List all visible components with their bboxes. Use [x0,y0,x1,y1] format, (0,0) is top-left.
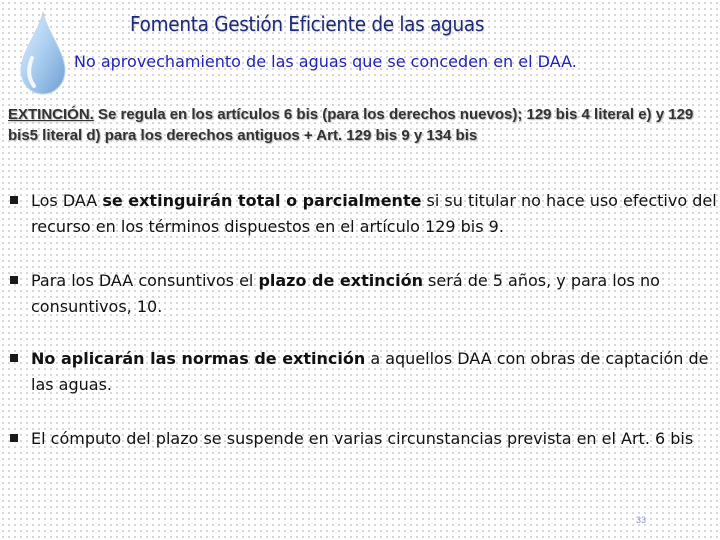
square-bullet-icon [10,196,18,204]
bullet-emphasis: No aplicarán las normas de extinción [31,349,366,368]
bullet-text: será de 5 años, y para los no consuntivos, 10. [31,271,660,316]
page-subtitle: No aprovechamiento de las aguas que se conceden en el DAA. [74,52,577,71]
bullet-emphasis: se extinguirán total o parcialmente [102,191,422,210]
square-bullet-icon [10,354,18,362]
square-bullet-icon [10,276,18,284]
intro-text: Se regula en los artículos 6 bis (para los derechos nuevos); 129 bis 4 literal e) y 129 bis5 literal d) para los derechos antiguos + Art. 129 bis 9 y 134 bis [8,106,694,144]
bullet-text: si su titular no hace uso efectivo del recurso en los términos dispuestos en el artículo 129 bis 9. [31,191,717,236]
list-item [10,346,720,398]
page-title: Fomenta Gestión Eficiente de las aguas [130,12,485,36]
intro-paragraph [8,104,716,146]
bullet-text: El cómputo del plazo se suspende en varias circunstancias prevista en el Art. 6 bis [31,429,694,448]
square-bullet-icon [10,434,18,442]
water-drop-icon [18,10,68,96]
list-item [10,188,720,240]
bullet-emphasis: plazo de extinción [258,271,423,290]
intro-keyword: EXTINCIÓN. [8,106,94,123]
bullet-text: Los DAA [31,191,103,210]
bullet-text: Para los DAA consuntivos el [31,271,259,290]
bullet-text: a aquellos DAA con obras de captación de las aguas. [31,349,709,394]
list-item [10,426,720,452]
page-number: 33 [636,515,647,525]
list-item [10,268,720,320]
